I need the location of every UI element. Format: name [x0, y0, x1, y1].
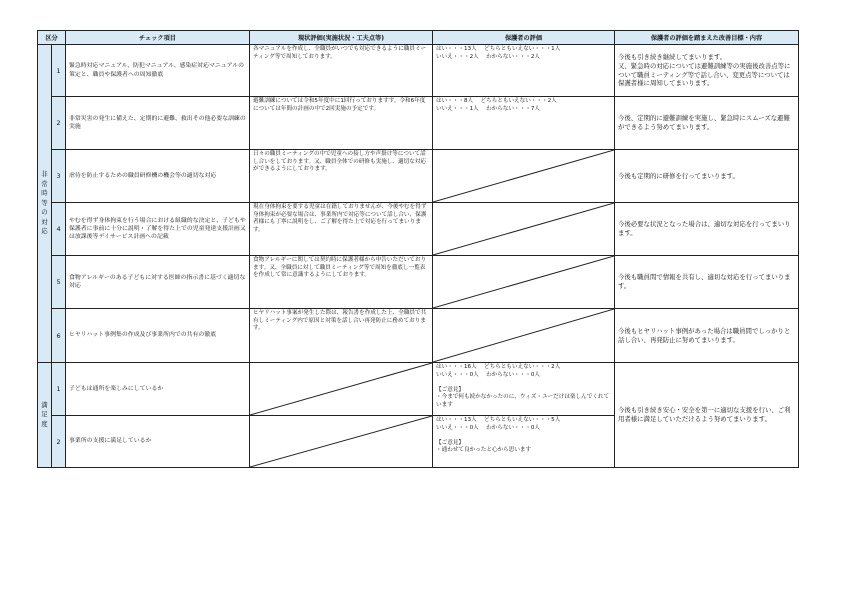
improvement-goal: 今後、定期的に避難訓練を実施し、緊急時にスムーズな避難ができるよう努めてまいります。 [615, 97, 799, 150]
header-guardian: 保護者の評価 [433, 31, 615, 45]
row-number: 2 [52, 416, 66, 468]
check-item-text: 子どもは通所を楽しみにしているか [66, 363, 250, 416]
check-item-text: 虐待を防止するための職員研修機の機会等の適切な対応 [66, 150, 250, 203]
table-row [38, 256, 799, 309]
header-category: 区分 [38, 31, 66, 45]
check-item-text: 事業所の支援に満足しているか [66, 416, 250, 468]
improvement-goal: 今後も職員間で情報を共有し、適切な対応を行ってまいります。 [615, 256, 799, 309]
header-status: 現状評価(実施状況・工夫点等) [250, 31, 433, 45]
improvement-goal: 今後も引き続き安心・安全を第一に適切な支援を行い、ご利用者様に満足していただけるよう努めてまいります。 [615, 363, 799, 468]
diagonal-line [433, 150, 614, 202]
evaluation-table [37, 30, 799, 468]
not-applicable-cell [250, 363, 433, 416]
status-text: ヒヤリハット事案が発生した際は、報告書を作成した上、全職員で共有しミーティング内で原因と対策を話し合い再発防止に務めております。 [250, 309, 433, 363]
table-row [38, 45, 799, 97]
improvement-goal: 今後も引き続き継続してまいります。 又、緊急時の対応については避難訓練等の実施後改善点等について職員ミーティング等で話し合い、変更点等については保護者様に周知してまいります。 [615, 45, 799, 97]
category-emergency: 非常時等の対応 [38, 45, 52, 363]
status-text: 避難訓練については令和5年度中に1回行っておりますす。令和6年度については年間の計画の中で2回実施の予定です。 [250, 97, 433, 150]
improvement-goal: 今後必要な状況となった場合は、適切な対応を行ってまいります。 [615, 203, 799, 256]
row-number: 1 [52, 45, 66, 97]
category-satisfaction: 満足度 [38, 363, 52, 468]
status-text: 各マニュアルを作成し、全職員がいつでも対応できるように職員ミーティング等で周知しております。 [250, 45, 433, 97]
guardian-evaluation: はい・・・13人 どちらともいえない・・・5人 いいえ・・・0人 わからない・・・0人 【ご意見】 ・通わせて良かったと心から思います [433, 416, 615, 468]
not-applicable-cell [433, 256, 615, 309]
check-item-text: ヒヤリハット事例集の作成及び事業所内での共有の徹底 [66, 309, 250, 363]
not-applicable-cell [433, 150, 615, 203]
status-text: 食物アレルギーに関しては契約時に保護者様から申告いただいております。又、全職員に対して職員ミーティング等で周知を徹底し一覧表を作成して常に意識するようにしております。 [250, 256, 433, 309]
header-check-item: チェック項目 [66, 31, 250, 45]
status-text: 日々の職員ミーティングの中で児童への接し方や声掛け等について話し合いをしております。又、職員全体での研修も実施し、適切な対応ができるようにしております。 [250, 150, 433, 203]
not-applicable-cell [433, 309, 615, 363]
check-item-text: 非常災害の発生に備えた、定期的に避難、救出その他必要な訓練の実施 [66, 97, 250, 150]
improvement-goal: 今後も定期的に研修を行ってまいります。 [615, 150, 799, 203]
diagonal-line [250, 363, 432, 415]
row-number: 2 [52, 97, 66, 150]
diagonal-line [433, 256, 614, 308]
row-number: 3 [52, 150, 66, 203]
not-applicable-cell [250, 416, 433, 468]
table-row [38, 203, 799, 256]
diagonal-line [433, 203, 614, 255]
row-number: 6 [52, 309, 66, 363]
guardian-evaluation: はい・・・8人 どちらともいえない・・・2人 いいえ・・・1人 わからない・・・7人 [433, 97, 615, 150]
evaluation-table-sheet [37, 30, 799, 468]
check-item-text: 緊急時対応マニュアル、防犯マニュアル、感染症対応マニュアルの策定と、職員や保護者への周知徹底 [66, 45, 250, 97]
row-number: 5 [52, 256, 66, 309]
table-row [38, 150, 799, 203]
table-row [38, 309, 799, 363]
row-number: 4 [52, 203, 66, 256]
table-row [38, 363, 799, 416]
improvement-goal: 今後もヒヤリハット事例があった場合は職員間でしっかりと話し合い、再発防止に努めてまいります。 [615, 309, 799, 363]
header-row [38, 31, 799, 45]
guardian-evaluation: はい・・・16人 どちらともいえない・・・2人 いいえ・・・0人 わからない・・・0人 【ご意見】 ・今まで何も続かなかったのに、ウィズ・ユーだけは楽しんでくれています [433, 363, 615, 416]
diagonal-line [250, 416, 432, 467]
header-goal: 保護者の評価を踏まえた改善目標・内容 [615, 31, 799, 45]
status-text: 現在身体拘束を要する児童は在籍しておりませんが、今後やむを得ず身体拘束が必要な場合は、事業所内で対応等について話し合い、保護者様にも丁寧に説明をし、ご了解を得た上で対応を行ってまいります。 [250, 203, 433, 256]
not-applicable-cell [433, 203, 615, 256]
check-item-text: やむを得ず身体拘束を行う場合における組織的な決定と、子どもや保護者に事前に十分に説明・了解を得た上での児童発達支援計画又は放課後等デイサービス計画への記載 [66, 203, 250, 256]
table-row [38, 97, 799, 150]
guardian-evaluation: はい・・・13人 どちらともいえない・・・1人 いいえ・・・2人 わからない・・・2人 [433, 45, 615, 97]
check-item-text: 食物アレルギーのある子どもに対する医師の指示書に基づく適切な対応 [66, 256, 250, 309]
row-number: 1 [52, 363, 66, 416]
diagonal-line [433, 309, 614, 362]
